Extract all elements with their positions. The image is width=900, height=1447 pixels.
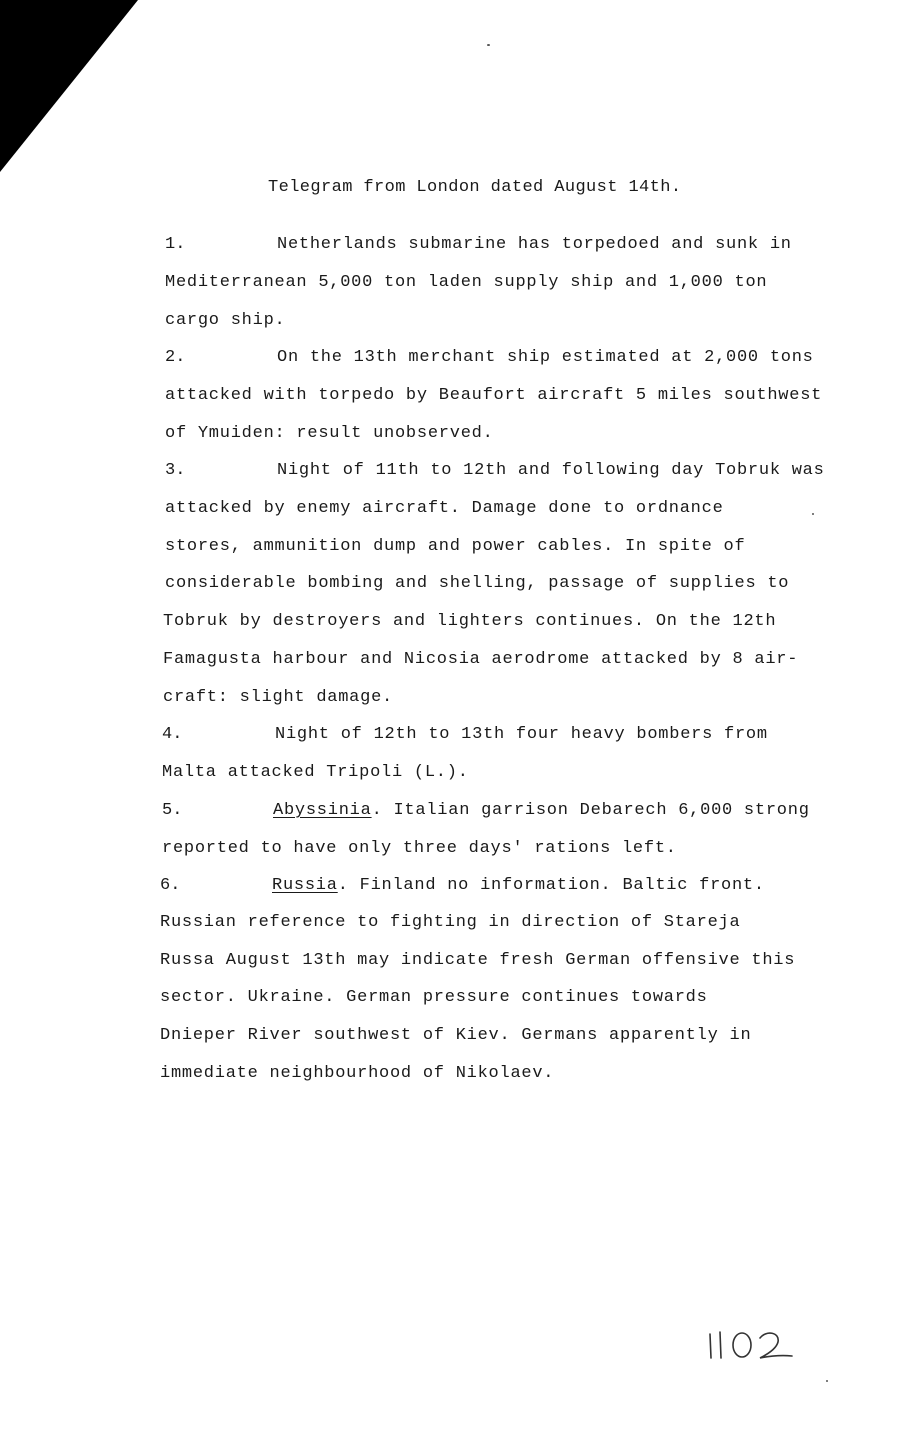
paragraph-line (272, 875, 765, 897)
paragraph-line: reported to have only three days' rations left. (162, 839, 677, 858)
paper-speck (487, 44, 490, 46)
paragraph-line: Night of 12th to 13th four heavy bombers from (275, 725, 768, 744)
paragraph-line: craft: slight damage. (163, 688, 393, 707)
paragraph-line: Dnieper River southwest of Kiev. Germans apparently in (160, 1026, 752, 1045)
paper-speck (826, 1380, 828, 1382)
paragraph-line: attacked by enemy aircraft. Damage done to ordnance (165, 499, 724, 518)
paragraph-line: Malta attacked Tripoli (L.). (162, 763, 469, 782)
black-corner-shadow (0, 0, 140, 175)
paragraph-line-text: . Italian garrison Debarech 6,000 strong (371, 801, 810, 820)
paragraph-line: Famagusta harbour and Nicosia aerodrome attacked by 8 air- (163, 650, 799, 669)
paragraph-line: considerable bombing and shelling, passage of supplies to (165, 574, 790, 593)
telegram-title: Telegram from London dated August 14th. (268, 178, 682, 197)
paragraph-line: of Ymuiden: result unobserved. (165, 424, 494, 443)
paragraph-number: 3. (165, 461, 186, 480)
paragraph-line: cargo ship. (165, 311, 286, 330)
paragraph-number: 2. (165, 348, 186, 367)
paragraph-number: 4. (162, 725, 183, 744)
paragraph-line-text: . Finland no information. Baltic front. (337, 876, 765, 895)
paragraph-line: stores, ammunition dump and power cables. In spite of (165, 537, 746, 556)
paragraph-line: Mediterranean 5,000 ton laden supply ship and 1,000 ton (165, 273, 768, 292)
handwritten-page-number (700, 1320, 800, 1365)
paragraph-line: sector. Ukraine. German pressure continues towards (160, 988, 708, 1007)
paragraph-line: attacked with torpedo by Beaufort aircraft 5 miles southwest (165, 386, 823, 405)
paragraph-line: Night of 11th to 12th and following day Tobruk was (277, 461, 825, 480)
section-heading-russia: Russia (272, 876, 338, 895)
paragraph-number: 1. (165, 235, 186, 254)
paragraph-line: Netherlands submarine has torpedoed and sunk in (277, 235, 792, 254)
paragraph-number: 6. (160, 876, 181, 895)
section-heading-abyssinia: Abyssinia (273, 801, 372, 820)
paper-speck (812, 513, 814, 515)
paragraph-line: Tobruk by destroyers and lighters continues. On the 12th (163, 612, 777, 631)
paragraph-line: On the 13th merchant ship estimated at 2,000 tons (277, 348, 814, 367)
paragraph-line: Russa August 13th may indicate fresh German offensive this (160, 951, 796, 970)
paragraph-number: 5. (162, 801, 183, 820)
paragraph-line: immediate neighbourhood of Nikolaev. (160, 1064, 555, 1083)
paragraph-line (273, 800, 810, 822)
paragraph-line: Russian reference to fighting in direction of Stareja (160, 913, 741, 932)
